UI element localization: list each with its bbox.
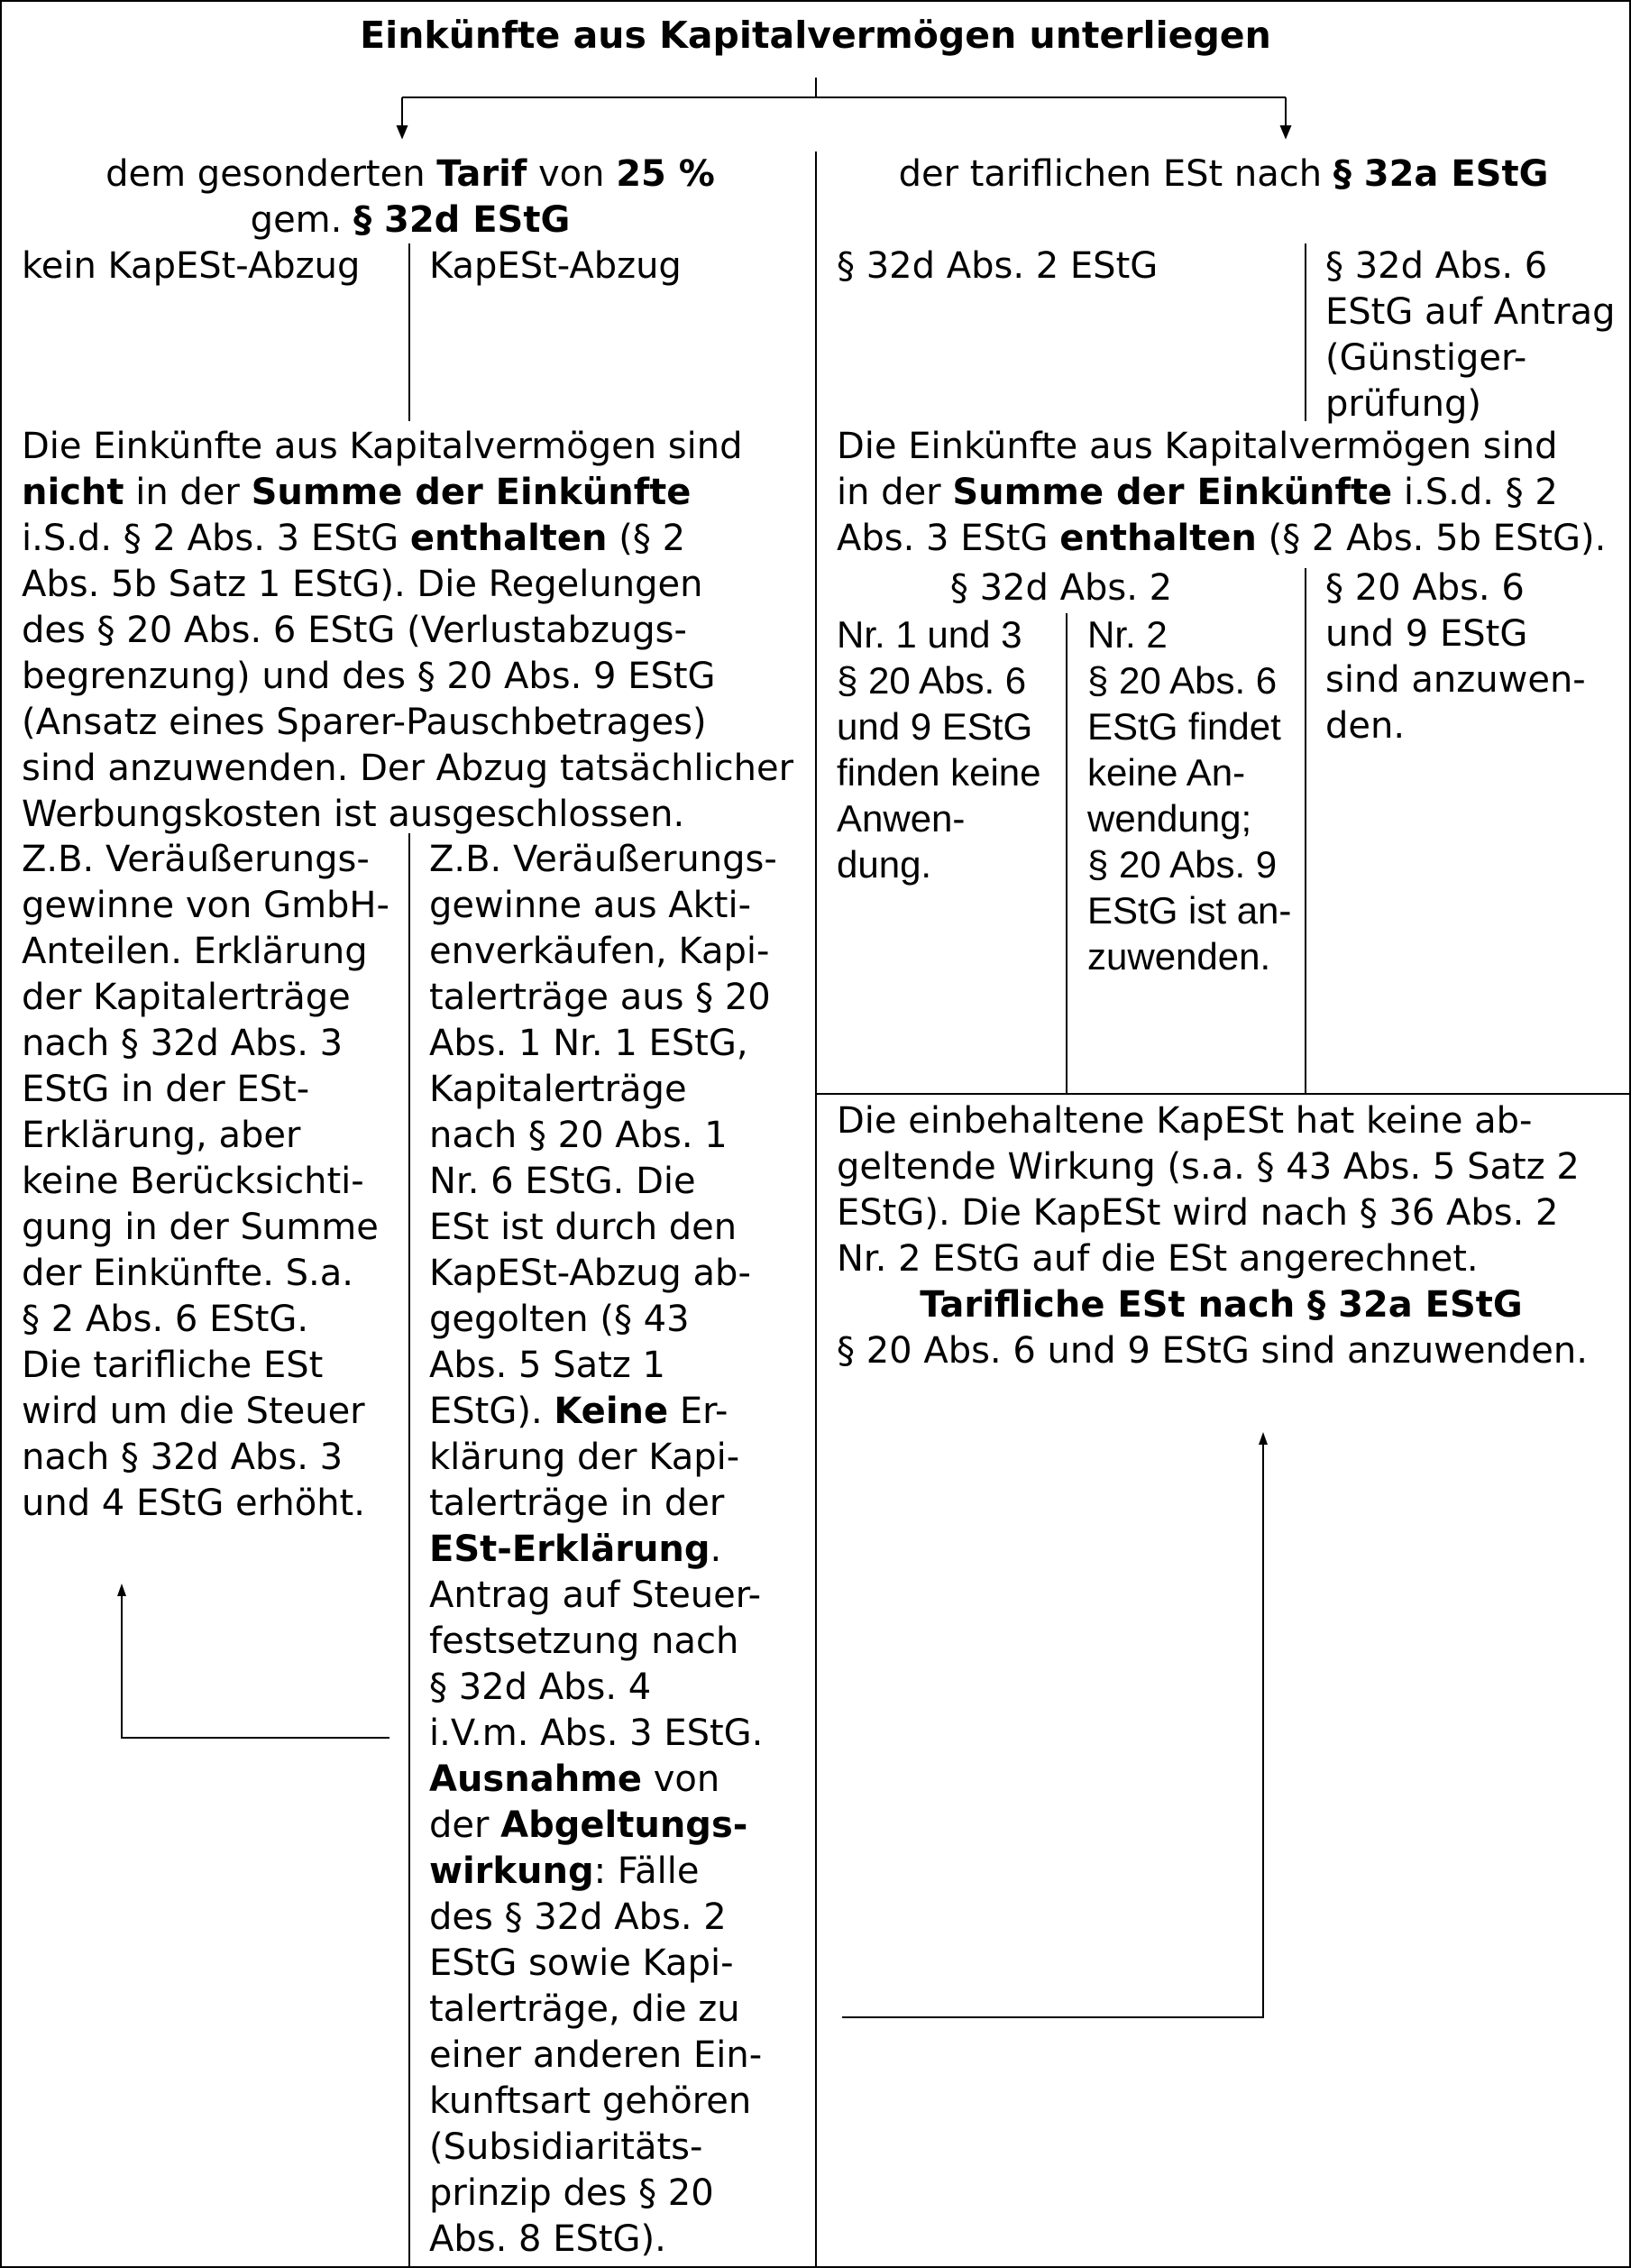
col-b-text-2: Er- klärung der Kapi- talerträge in der <box>429 1391 740 1524</box>
arrow-to-left-branch <box>398 97 407 137</box>
right-shared-line-2b: i.S.d. § 2 <box>1392 472 1558 513</box>
left-shared-line-2: in der <box>124 472 252 513</box>
left-branch-heading <box>18 152 802 243</box>
left-heading-text-2: von <box>527 153 617 195</box>
col-b-text-5: : Fälle des § 32d Abs. 2 EStG sowie Kapi- talerträge, die zu einer anderen Ein- kunftsart gehören (Subsidiaritäts- prinzip des § 20 Abs. 8 EStG). <box>429 1850 763 2260</box>
col-b-est-erklaerung: ESt-Erklärung <box>429 1529 710 1570</box>
col-c1-body: Nr. 1 und 3 § 20 Abs. 6 und 9 EStG finden keine Anwen- dung. <box>837 613 1041 886</box>
right-heading-paragraph: § 32a EStG <box>1333 153 1549 195</box>
arrow-to-right-bottom <box>842 1443 1263 2017</box>
left-shared-line-8: sind anzuwenden. Der Abzug tatsächlicher <box>22 748 794 789</box>
col-c-heading: § 32d Abs. 2 EStG <box>837 245 1159 287</box>
col-a-heading: kein KapESt-Abzug <box>22 245 361 287</box>
right-bottom-tariff: Tarifliche ESt nach § 32a EStG <box>920 1284 1523 1326</box>
col-d-heading: § 32d Abs. 6 EStG auf Antrag (Günstiger- prüfung) <box>1325 245 1616 425</box>
left-heading-rate: 25 % <box>616 153 715 195</box>
right-shared-line-2: in der <box>837 472 953 513</box>
left-heading-text-1: dem gesonderten <box>105 153 437 195</box>
arrow-colb-to-cola <box>122 1594 389 1738</box>
right-bottom-text <box>837 1098 1626 1282</box>
right-shared-line-1: Die Einkünfte aus Kapitalvermögen sind <box>837 426 1558 467</box>
right-shared-text <box>837 424 1626 562</box>
arrow-to-right-branch <box>1281 97 1290 137</box>
left-heading-tarif: Tarif <box>436 153 527 195</box>
col-b-text-3: . Antrag auf Steuer- festsetzung nach § 32d Abs. 4 i.V.m. Abs. 3 EStG. <box>429 1529 764 1754</box>
right-bottom-line-2: geltende Wirkung (s.a. § 43 Abs. 5 Satz 2 <box>837 1146 1580 1188</box>
right-shared-line-3b: (§ 2 Abs. 5b EStG). <box>1256 518 1607 559</box>
left-shared-line-5: des § 20 Abs. 6 EStG (Verlustabzugs- <box>22 610 687 651</box>
left-shared-line-4: Abs. 5b Satz 1 EStG). Die Regelungen <box>22 564 703 605</box>
arrowhead-right-bottom <box>1259 1432 1268 1445</box>
right-bottom-line-3: EStG). Die KapESt wird nach § 36 Abs. 2 <box>837 1192 1559 1234</box>
left-shared-line-6: begrenzung) und des § 20 Abs. 9 EStG <box>22 656 716 697</box>
left-heading-text-3: gem. <box>250 199 354 241</box>
col-b-body <box>429 837 808 2263</box>
left-shared-nicht: nicht <box>22 472 124 513</box>
right-shared-enthalten: enthalten <box>1059 518 1257 559</box>
col-b-text-4: von der <box>429 1758 720 1846</box>
col-b-ausnahme: Ausnahme <box>429 1758 642 1800</box>
right-shared-summe: Summe der Einkünfte <box>952 472 1393 513</box>
arrowhead-cola <box>117 1584 126 1596</box>
left-shared-text <box>22 424 806 838</box>
col-b-keine: Keine <box>554 1391 669 1432</box>
col-a-body: Z.B. Veräußerungs- gewinne von GmbH- Anteilen. Erklärung der Kapitalerträge nach § 32d Abs. 3 EStG in der ESt- Erklärung, aber keine Berücksichti- gung in der Summe der Einkünfte. S.a. § 2 Abs. 6 EStG. Die tarifliche ESt wird um die Steuer nach § 32d Abs. 3 und 4 EStG erhöht. <box>22 839 389 1524</box>
left-shared-line-3b: (§ 2 <box>607 518 686 559</box>
col-b-abgeltungswirkung: Abgeltungs- wirkung <box>429 1804 748 1892</box>
right-bottom-line-4: Nr. 2 EStG auf die ESt angerechnet. <box>837 1238 1479 1280</box>
right-bottom-line-6: § 20 Abs. 6 und 9 EStG sind anzuwenden. <box>837 1330 1588 1372</box>
right-heading-text: der tariflichen ESt nach <box>898 153 1333 195</box>
left-shared-line-1: Die Einkünfte aus Kapitalvermögen sind <box>22 426 743 467</box>
left-shared-summe: Summe der Einkünfte <box>251 472 692 513</box>
right-sub-heading: § 32d Abs. 2 <box>949 567 1173 609</box>
left-shared-line-9: Werbungskosten ist ausgeschlossen. <box>22 794 685 835</box>
col-b-text-1: Z.B. Veräußerungs- gewinne aus Akti- enverkäufen, Kapi- talerträge aus § 20 Abs. 1 Nr. 1 EStG, Kapitalerträge nach § 20 Abs. 1 Nr. 6 EStG. Die ESt ist durch den KapESt-Abzug ab- gegolten (§ 43 Abs. 5 Satz 1 EStG). <box>429 839 777 1432</box>
diagram-title: Einkünfte aus Kapitalvermögen unterliegen <box>360 14 1271 57</box>
left-shared-enthalten: enthalten <box>409 518 608 559</box>
right-branch-heading <box>822 152 1625 197</box>
left-shared-line-7: (Ansatz eines Sparer-Pauschbetrages) <box>22 702 707 743</box>
right-bottom-line-1: Die einbehaltene KapESt hat keine ab- <box>837 1100 1533 1142</box>
right-shared-line-3: Abs. 3 EStG <box>837 518 1060 559</box>
left-shared-line-3: i.S.d. § 2 Abs. 3 EStG <box>22 518 410 559</box>
left-heading-paragraph: § 32d EStG <box>353 199 571 241</box>
col-c2-body: Nr. 2 § 20 Abs. 6 EStG findet keine An- wendung; § 20 Abs. 9 EStG ist an- zuwenden. <box>1087 613 1292 978</box>
col-b-heading: KapESt-Abzug <box>429 245 682 287</box>
col-d-body: § 20 Abs. 6 und 9 EStG sind anzuwen- den. <box>1325 567 1586 747</box>
